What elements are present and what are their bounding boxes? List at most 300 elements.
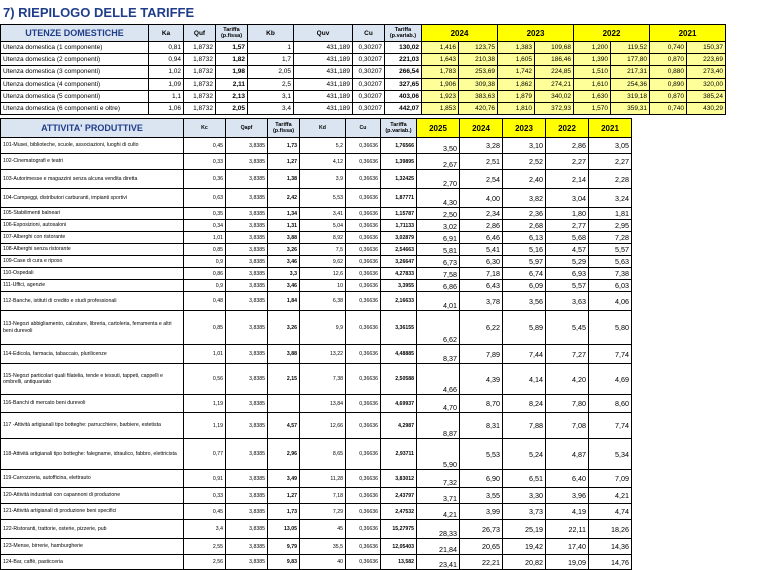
cell-year-value: 4,00 <box>460 189 503 208</box>
row-label: 116-Banchi di mercato beni durevoli <box>1 395 184 413</box>
cell-cu: 0,36636 <box>346 539 381 555</box>
cell-year-value: 224,85 <box>535 66 574 78</box>
cell-qapf: 3,8385 <box>226 189 268 208</box>
cell-tariffa-fissa: 2,11 <box>216 78 248 90</box>
cell-year-value: 3,04 <box>546 189 589 208</box>
row-label: 101-Musei, biblioteche, scuole, associazioni, luoghi di culto <box>1 138 184 154</box>
cell-tariffa-variab: 4,27833 <box>381 268 417 280</box>
cell-qapf: 3,8385 <box>226 345 268 364</box>
cell-tariffa-variab: 2,93711 <box>381 439 417 470</box>
cell-tariffa-fissa <box>268 395 300 413</box>
row-label: Utenza domestica (4 componenti) <box>1 78 149 90</box>
cell-ka: 1,09 <box>149 78 184 90</box>
cell-year-value: 4,57 <box>546 244 589 256</box>
cell-year-value: 1,81 <box>589 208 632 220</box>
cell-quv: 431,189 <box>294 78 353 90</box>
cell-year-value: 7,18 <box>460 268 503 280</box>
cell-year-value: 5,57 <box>546 280 589 292</box>
cell-tariffa-variab: 4,69937 <box>381 395 417 413</box>
cell-tariffa-variab: 3,02879 <box>381 232 417 244</box>
cell-tariffa-fissa: 1,27 <box>268 488 300 504</box>
cell-tariffa-variab: 266,54 <box>385 66 422 78</box>
cell-cu: 0,36636 <box>346 345 381 364</box>
productive-header-row <box>1 119 632 138</box>
cell-kd: 5,2 <box>300 138 346 154</box>
cell-year-value: 1,570 <box>574 102 611 114</box>
cell-tariffa-variab: 3,26647 <box>381 256 417 268</box>
cell-year-value: 0,890 <box>650 78 687 90</box>
cell-year-value: 1,853 <box>422 102 459 114</box>
cell-year-value: 7,80 <box>546 395 589 413</box>
cell-year-value: 6,40 <box>546 470 589 488</box>
row-label: 118-Attività artigianali tipo botteghe: falegname, idraulico, fabbro, elettricista <box>1 439 184 470</box>
cell-kd: 7,29 <box>300 504 346 520</box>
table-row <box>1 439 632 470</box>
cell-year-value: 1,879 <box>498 90 535 102</box>
cell-year-value: 217,31 <box>611 66 650 78</box>
cell-kd: 3,9 <box>300 170 346 189</box>
cell-kd: 11,28 <box>300 470 346 488</box>
cell-qapf: 3,8385 <box>226 470 268 488</box>
cell-year-value: 7,74 <box>589 413 632 439</box>
cell-kc: 1,01 <box>184 345 226 364</box>
cell-quf: 1,8732 <box>184 54 216 66</box>
cell-kc: 1,19 <box>184 413 226 439</box>
cell-qapf: 3,8385 <box>226 413 268 439</box>
cell-year-value: 0,870 <box>650 54 687 66</box>
cell-kc: 0,33 <box>184 154 226 170</box>
cell-qapf: 3,8385 <box>226 280 268 292</box>
cell-year-value: 6,03 <box>589 280 632 292</box>
cell-year-value: 7,74 <box>589 345 632 364</box>
cell-year-value: 2,67 <box>417 154 460 170</box>
cell-tariffa-variab: 3,36155 <box>381 311 417 345</box>
cell-kc: 0,77 <box>184 439 226 470</box>
table-row <box>1 244 632 256</box>
cell-year-value: 3,28 <box>460 138 503 154</box>
header-cu: Cu <box>346 119 381 138</box>
cell-year-value: 274,21 <box>535 78 574 90</box>
cell-tariffa-variab: 2,43797 <box>381 488 417 504</box>
cell-year-value: 1,862 <box>498 78 535 90</box>
cell-tariffa-variab: 4,48885 <box>381 345 417 364</box>
cell-cu: 0,36636 <box>346 170 381 189</box>
table-row <box>1 470 632 488</box>
row-label: Utenza domestica (5 componenti) <box>1 90 149 102</box>
cell-tariffa-fissa: 3,3 <box>268 268 300 280</box>
cell-year-value: 7,38 <box>589 268 632 280</box>
cell-kc: 0,86 <box>184 268 226 280</box>
table-row <box>1 138 632 154</box>
cell-year-value: 0,880 <box>650 66 687 78</box>
cell-qapf: 3,8385 <box>226 292 268 311</box>
cell-year-value: 4,14 <box>503 364 546 395</box>
cell-kd: 45 <box>300 520 346 539</box>
table-row <box>1 78 726 90</box>
cell-cu: 0,36636 <box>346 413 381 439</box>
cell-year-value: 2,95 <box>589 220 632 232</box>
year-header: 2022 <box>574 25 650 42</box>
row-label: 113-Negozi abbigliamento, calzature, libreria, cartoleria, ferramenta e altri beni durevoli <box>1 311 184 345</box>
cell-kc: 0,48 <box>184 292 226 311</box>
cell-year-value: 3,02 <box>417 220 460 232</box>
cell-year-value: 4,30 <box>417 189 460 208</box>
cell-qapf: 3,8385 <box>226 208 268 220</box>
cell-tariffa-fissa: 3,88 <box>268 345 300 364</box>
cell-year-value: 7,89 <box>460 345 503 364</box>
table-row <box>1 66 726 78</box>
cell-year-value: 3,71 <box>417 488 460 504</box>
row-label: 119-Carrozzeria, autofficina, elettrauto <box>1 470 184 488</box>
cell-year-value: 2,70 <box>417 170 460 189</box>
cell-year-value: 6,62 <box>417 311 460 345</box>
productive-header-label: ATTIVITA' PRODUTTIVE <box>1 119 184 138</box>
cell-year-value: 4,39 <box>460 364 503 395</box>
cell-year-value: 6,51 <box>503 470 546 488</box>
year-header: 2024 <box>422 25 498 42</box>
cell-year-value: 8,31 <box>460 413 503 439</box>
cell-cu: 0,36636 <box>346 311 381 345</box>
table-row <box>1 90 726 102</box>
cell-year-value: 6,43 <box>460 280 503 292</box>
cell-year-value: 22,21 <box>460 555 503 570</box>
cell-year-value: 359,31 <box>611 102 650 114</box>
cell-tariffa-fissa: 2,42 <box>268 189 300 208</box>
cell-kc: 0,33 <box>184 488 226 504</box>
cell-year-value: 430,29 <box>687 102 726 114</box>
cell-quv: 431,189 <box>294 102 353 114</box>
cell-year-value: 383,63 <box>459 90 498 102</box>
cell-year-value: 8,24 <box>503 395 546 413</box>
cell-year-value: 25,19 <box>503 520 546 539</box>
cell-cu: 0,36636 <box>346 470 381 488</box>
table-row <box>1 504 632 520</box>
cell-year-value: 150,37 <box>687 42 726 54</box>
cell-year-value: 2,50 <box>417 208 460 220</box>
year-header: 2023 <box>503 119 546 138</box>
cell-qapf: 3,8385 <box>226 268 268 280</box>
cell-cu: 0,30207 <box>353 66 385 78</box>
table-row <box>1 102 726 114</box>
row-label: 115-Negozi particolari quali filatelia, tende e tessuti, tappeti, cappelli e ombrelli, antiquariato <box>1 364 184 395</box>
cell-kb: 1,7 <box>248 54 294 66</box>
cell-year-value: 0,870 <box>650 90 687 102</box>
cell-tariffa-variab: 13,582 <box>381 555 417 570</box>
cell-year-value: 3,99 <box>460 504 503 520</box>
cell-year-value: 7,09 <box>589 470 632 488</box>
cell-year-value: 319,18 <box>611 90 650 102</box>
cell-tariffa-fissa: 3,46 <box>268 280 300 292</box>
cell-kd: 9,9 <box>300 311 346 345</box>
cell-year-value: 273,40 <box>687 66 726 78</box>
row-label: 108-Alberghi senza ristorante <box>1 244 184 256</box>
cell-year-value: 177,80 <box>611 54 650 66</box>
cell-kc: 3,4 <box>184 520 226 539</box>
cell-year-value: 309,38 <box>459 78 498 90</box>
cell-year-value: 26,73 <box>460 520 503 539</box>
domestic-tariffs-table <box>0 24 726 115</box>
cell-year-value: 254,36 <box>611 78 650 90</box>
cell-year-value: 6,13 <box>503 232 546 244</box>
cell-kc: 1,19 <box>184 395 226 413</box>
table-row <box>1 42 726 54</box>
table-row <box>1 208 632 220</box>
cell-tariffa-fissa: 3,46 <box>268 256 300 268</box>
cell-year-value: 1,783 <box>422 66 459 78</box>
cell-year-value: 2,28 <box>589 170 632 189</box>
cell-year-value: 3,10 <box>503 138 546 154</box>
cell-qapf: 3,8385 <box>226 154 268 170</box>
cell-year-value: 4,66 <box>417 364 460 395</box>
cell-cu: 0,30207 <box>353 42 385 54</box>
cell-year-value: 6,46 <box>460 232 503 244</box>
cell-year-value: 4,20 <box>546 364 589 395</box>
cell-tariffa-fissa: 2,05 <box>216 102 248 114</box>
cell-year-value: 4,21 <box>589 488 632 504</box>
cell-cu: 0,36636 <box>346 439 381 470</box>
cell-kb: 2,5 <box>248 78 294 90</box>
cell-kd: 8,92 <box>300 232 346 244</box>
header-cu: Cu <box>353 25 385 42</box>
cell-kc: 0,36 <box>184 170 226 189</box>
cell-year-value: 2,77 <box>546 220 589 232</box>
cell-kc: 0,85 <box>184 311 226 345</box>
table-row <box>1 292 632 311</box>
cell-kb: 1 <box>248 42 294 54</box>
cell-year-value: 2,36 <box>503 208 546 220</box>
table-row <box>1 268 632 280</box>
cell-year-value: 109,68 <box>535 42 574 54</box>
cell-kd: 6,38 <box>300 292 346 311</box>
cell-year-value: 6,90 <box>460 470 503 488</box>
cell-tariffa-fissa: 1,98 <box>216 66 248 78</box>
cell-kc: 0,56 <box>184 364 226 395</box>
cell-year-value: 20,65 <box>460 539 503 555</box>
year-header: 2024 <box>460 119 503 138</box>
cell-year-value: 6,30 <box>460 256 503 268</box>
cell-kc: 0,91 <box>184 470 226 488</box>
cell-cu: 0,36636 <box>346 244 381 256</box>
row-label: 124-Bar, caffè, pasticceria <box>1 555 184 570</box>
cell-tariffa-variab: 1,71133 <box>381 220 417 232</box>
cell-tariffa-fissa: 1,38 <box>268 170 300 189</box>
table-row <box>1 189 632 208</box>
cell-kd: 13,84 <box>300 395 346 413</box>
cell-year-value: 8,60 <box>589 395 632 413</box>
cell-quf: 1,8732 <box>184 42 216 54</box>
cell-kd: 40 <box>300 555 346 570</box>
productive-tariffs-table <box>0 118 632 570</box>
cell-year-value: 17,40 <box>546 539 589 555</box>
cell-cu: 0,36636 <box>346 520 381 539</box>
header-kb: Kb <box>248 25 294 42</box>
domestic-header-label: UTENZE DOMESTICHE <box>1 25 149 42</box>
cell-year-value: 5,57 <box>589 244 632 256</box>
row-label: 103-Autorimesse e magazzini senza alcuna vendita diretta <box>1 170 184 189</box>
cell-cu: 0,36636 <box>346 138 381 154</box>
cell-tariffa-fissa: 1,84 <box>268 292 300 311</box>
header-quf: Quf <box>184 25 216 42</box>
page-title: 7) RIEPILOGO DELLE TARIFFE <box>3 5 195 20</box>
cell-tariffa-fissa: 1,31 <box>268 220 300 232</box>
cell-qapf: 3,8385 <box>226 364 268 395</box>
cell-quf: 1,8732 <box>184 102 216 114</box>
cell-tariffa-fissa: 9,83 <box>268 555 300 570</box>
cell-kd: 12,6 <box>300 268 346 280</box>
cell-qapf: 3,8385 <box>226 520 268 539</box>
cell-year-value: 14,76 <box>589 555 632 570</box>
table-row <box>1 311 632 345</box>
cell-year-value: 3,73 <box>503 504 546 520</box>
table-row <box>1 413 632 439</box>
cell-tariffa-variab: 2,47532 <box>381 504 417 520</box>
cell-year-value: 7,58 <box>417 268 460 280</box>
cell-kc: 0,9 <box>184 256 226 268</box>
cell-cu: 0,36636 <box>346 292 381 311</box>
cell-qapf: 3,8385 <box>226 488 268 504</box>
cell-year-value: 2,14 <box>546 170 589 189</box>
cell-year-value: 22,11 <box>546 520 589 539</box>
cell-kb: 2,05 <box>248 66 294 78</box>
header-tariffa-fissa: Tariffa (p.fissa) <box>216 25 248 42</box>
cell-quf: 1,8732 <box>184 78 216 90</box>
cell-year-value: 1,200 <box>574 42 611 54</box>
cell-year-value: 4,01 <box>417 292 460 311</box>
cell-year-value: 2,52 <box>503 154 546 170</box>
cell-year-value: 4,87 <box>546 439 589 470</box>
cell-year-value: 1,80 <box>546 208 589 220</box>
cell-ka: 1,1 <box>149 90 184 102</box>
header-tariffa-fissa: Tariffa (p.fissa) <box>268 119 300 138</box>
cell-year-value: 8,87 <box>417 413 460 439</box>
cell-year-value: 3,82 <box>503 189 546 208</box>
cell-kc: 0,34 <box>184 220 226 232</box>
cell-year-value: 5,24 <box>503 439 546 470</box>
cell-tariffa-variab: 1,87771 <box>381 189 417 208</box>
cell-year-value: 119,52 <box>611 42 650 54</box>
cell-year-value: 372,93 <box>535 102 574 114</box>
cell-year-value: 8,37 <box>417 345 460 364</box>
cell-year-value: 3,30 <box>503 488 546 504</box>
cell-qapf: 3,8385 <box>226 439 268 470</box>
cell-tariffa-variab: 3,83012 <box>381 470 417 488</box>
cell-year-value: 4,19 <box>546 504 589 520</box>
cell-year-value: 223,69 <box>687 54 726 66</box>
cell-kd: 5,53 <box>300 189 346 208</box>
cell-year-value: 6,93 <box>546 268 589 280</box>
cell-year-value: 18,26 <box>589 520 632 539</box>
row-label: Utenza domestica (1 componente) <box>1 42 149 54</box>
table-row <box>1 488 632 504</box>
cell-year-value: 3,50 <box>417 138 460 154</box>
cell-year-value: 2,86 <box>460 220 503 232</box>
cell-kc: 0,9 <box>184 280 226 292</box>
cell-tariffa-fissa: 4,57 <box>268 413 300 439</box>
cell-cu: 0,36636 <box>346 488 381 504</box>
cell-cu: 0,36636 <box>346 232 381 244</box>
cell-qapf: 3,8385 <box>226 504 268 520</box>
cell-year-value: 5,45 <box>546 311 589 345</box>
cell-year-value: 1,610 <box>574 78 611 90</box>
cell-year-value: 340,02 <box>535 90 574 102</box>
row-label: 121-Attività artigianali di produzione beni specifici <box>1 504 184 520</box>
cell-year-value: 1,510 <box>574 66 611 78</box>
domestic-header-row <box>1 25 726 42</box>
cell-kd: 12,66 <box>300 413 346 439</box>
row-label: 111-Uffici, agenzie <box>1 280 184 292</box>
cell-year-value: 21,84 <box>417 539 460 555</box>
cell-cu: 0,36636 <box>346 395 381 413</box>
cell-year-value: 6,91 <box>417 232 460 244</box>
cell-qapf: 3,8385 <box>226 220 268 232</box>
cell-cu: 0,36636 <box>346 189 381 208</box>
cell-year-value: 2,51 <box>460 154 503 170</box>
table-row <box>1 220 632 232</box>
cell-year-value: 1,643 <box>422 54 459 66</box>
cell-kc: 0,63 <box>184 189 226 208</box>
cell-year-value: 0,740 <box>650 42 687 54</box>
cell-qapf: 3,8385 <box>226 256 268 268</box>
cell-year-value: 2,54 <box>460 170 503 189</box>
cell-qapf: 3,8385 <box>226 311 268 345</box>
cell-year-value: 4,06 <box>589 292 632 311</box>
cell-year-value: 3,78 <box>460 292 503 311</box>
table-row <box>1 54 726 66</box>
row-label: 102-Cinematografi e teatri <box>1 154 184 170</box>
year-header: 2022 <box>546 119 589 138</box>
cell-tariffa-fissa: 3,26 <box>268 244 300 256</box>
row-label: 117 -Attività artigianali tipo botteghe: parrucchiere, barbiere, estetista <box>1 413 184 439</box>
cell-year-value: 1,906 <box>422 78 459 90</box>
header-tariffa-variab: Tariffa (p.variab.) <box>381 119 417 138</box>
cell-year-value: 28,33 <box>417 520 460 539</box>
cell-tariffa-fissa: 9,79 <box>268 539 300 555</box>
row-label: Utenza domestica (6 componenti e oltre) <box>1 102 149 114</box>
cell-quf: 1,8732 <box>184 66 216 78</box>
cell-cu: 0,30207 <box>353 54 385 66</box>
cell-cu: 0,30207 <box>353 90 385 102</box>
table-row <box>1 280 632 292</box>
cell-year-value: 7,28 <box>589 232 632 244</box>
cell-quv: 431,189 <box>294 66 353 78</box>
row-label: 105-Stabilimenti balneari <box>1 208 184 220</box>
cell-cu: 0,36636 <box>346 555 381 570</box>
cell-qapf: 3,8385 <box>226 232 268 244</box>
table-row <box>1 232 632 244</box>
cell-tariffa-fissa: 3,26 <box>268 311 300 345</box>
table-row <box>1 539 632 555</box>
cell-year-value: 5,68 <box>546 232 589 244</box>
cell-kd: 13,22 <box>300 345 346 364</box>
table-row <box>1 170 632 189</box>
year-header: 2021 <box>589 119 632 138</box>
cell-tariffa-variab: 1,76566 <box>381 138 417 154</box>
cell-ka: 1,02 <box>149 66 184 78</box>
cell-year-value: 4,21 <box>417 504 460 520</box>
cell-year-value: 5,53 <box>460 439 503 470</box>
cell-year-value: 7,32 <box>417 470 460 488</box>
cell-year-value: 5,97 <box>503 256 546 268</box>
cell-year-value: 19,42 <box>503 539 546 555</box>
cell-qapf: 3,8385 <box>226 539 268 555</box>
cell-year-value: 3,05 <box>589 138 632 154</box>
cell-year-value: 6,86 <box>417 280 460 292</box>
cell-qapf: 3,8385 <box>226 138 268 154</box>
cell-year-value: 2,86 <box>546 138 589 154</box>
row-label: 122-Ristoranti, trattorie, osterie, pizzerie, pub <box>1 520 184 539</box>
cell-year-value: 1,416 <box>422 42 459 54</box>
cell-qapf: 3,8385 <box>226 395 268 413</box>
